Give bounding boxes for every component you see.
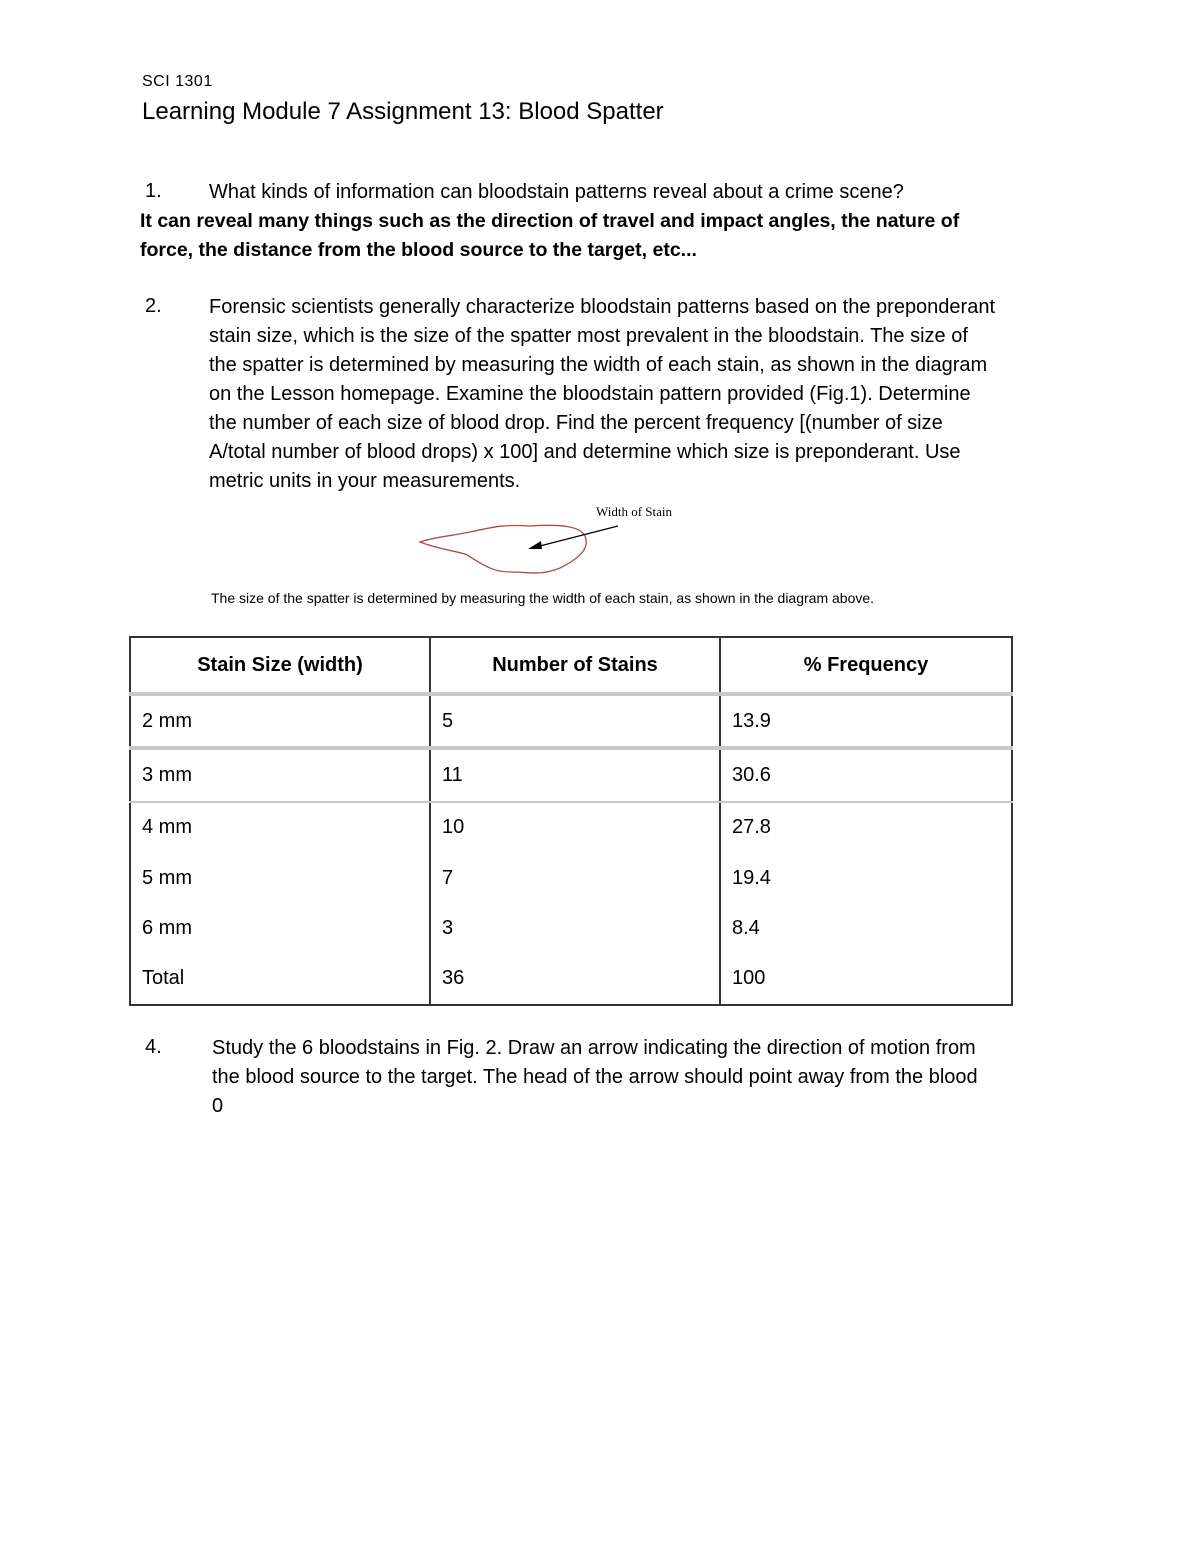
question-2-line: metric units in your measurements. — [209, 470, 521, 492]
question-2-number: 2. — [145, 295, 162, 317]
question-2-line: stain size, which is the size of the spatter most prevalent in the bloodstain. The size of — [209, 325, 968, 347]
question-2-line: on the Lesson homepage. Examine the bloodstain pattern provided (Fig.1). Determine — [209, 383, 971, 405]
header-percent-frequency: % Frequency — [720, 637, 1012, 694]
width-of-stain-label: Width of Stain — [596, 504, 673, 519]
cell-size: 6 mm — [130, 903, 430, 953]
cell-count: 36 — [430, 954, 720, 1005]
header-number-of-stains: Number of Stains — [430, 637, 720, 694]
table-row — [130, 802, 1012, 853]
cell-count: 5 — [430, 694, 720, 748]
table-total-row — [130, 954, 1012, 1005]
cell-size: 4 mm — [130, 802, 430, 853]
question-4-line: the blood source to the target. The head of the arrow should point away from the blood — [212, 1066, 978, 1088]
cell-count: 11 — [430, 748, 720, 801]
cell-size: 2 mm — [130, 694, 430, 748]
question-4-line: 0 — [212, 1095, 224, 1117]
stain-frequency-table — [129, 636, 1013, 1006]
question-2-line: A/total number of blood drops) x 100] and determine which size is preponderant. Use — [209, 441, 961, 463]
answer-line-1: It can reveal many things such as the direction of travel and impact angles, the nature of — [140, 210, 960, 232]
cell-size: 5 mm — [130, 853, 430, 903]
question-2-line: the number of each size of blood drop. Find the percent frequency [(number of size — [209, 412, 943, 434]
question-4-line: Study the 6 bloodstains in Fig. 2. Draw an arrow indicating the direction of motion from — [212, 1037, 976, 1059]
question-2-text — [209, 293, 995, 496]
question-2-line: Forensic scientists generally characterize bloodstain patterns based on the preponderant — [209, 296, 996, 318]
question-1-number: 1. — [145, 180, 162, 202]
question-4-text — [212, 1034, 978, 1121]
header-stain-size: Stain Size (width) — [130, 637, 430, 694]
cell-size: Total — [130, 954, 430, 1005]
question-1-answer — [140, 207, 1040, 265]
bloodstain-outline — [420, 525, 586, 573]
table-row — [130, 694, 1012, 748]
diagram-caption: The size of the spatter is determined by measuring the width of each stain, as shown in the diagram above. — [211, 590, 875, 606]
table-row — [130, 903, 1012, 953]
question-4-number: 4. — [145, 1036, 162, 1058]
page-title: Learning Module 7 Assignment 13: Blood Spatter — [142, 98, 664, 125]
cell-frequency: 13.9 — [720, 694, 1012, 748]
cell-size: 3 mm — [130, 748, 430, 801]
cell-count: 3 — [430, 903, 720, 953]
cell-frequency: 27.8 — [720, 802, 1012, 853]
cell-count: 10 — [430, 802, 720, 853]
arrow-head-icon — [528, 541, 542, 549]
table-row — [130, 853, 1012, 903]
cell-count: 7 — [430, 853, 720, 903]
stain-width-diagram — [410, 498, 710, 582]
table-row — [130, 748, 1012, 801]
question-1-text: What kinds of information can bloodstain patterns reveal about a crime scene? — [209, 181, 904, 203]
question-2-line: the spatter is determined by measuring the width of each stain, as shown in the diagram — [209, 354, 988, 376]
answer-line-2: force, the distance from the blood source to the target, etc... — [140, 239, 697, 261]
course-code: SCI 1301 — [142, 73, 213, 90]
cell-frequency: 19.4 — [720, 853, 1012, 903]
table-header-row — [130, 637, 1012, 694]
cell-frequency: 100 — [720, 954, 1012, 1005]
cell-frequency: 30.6 — [720, 748, 1012, 801]
cell-frequency: 8.4 — [720, 903, 1012, 953]
